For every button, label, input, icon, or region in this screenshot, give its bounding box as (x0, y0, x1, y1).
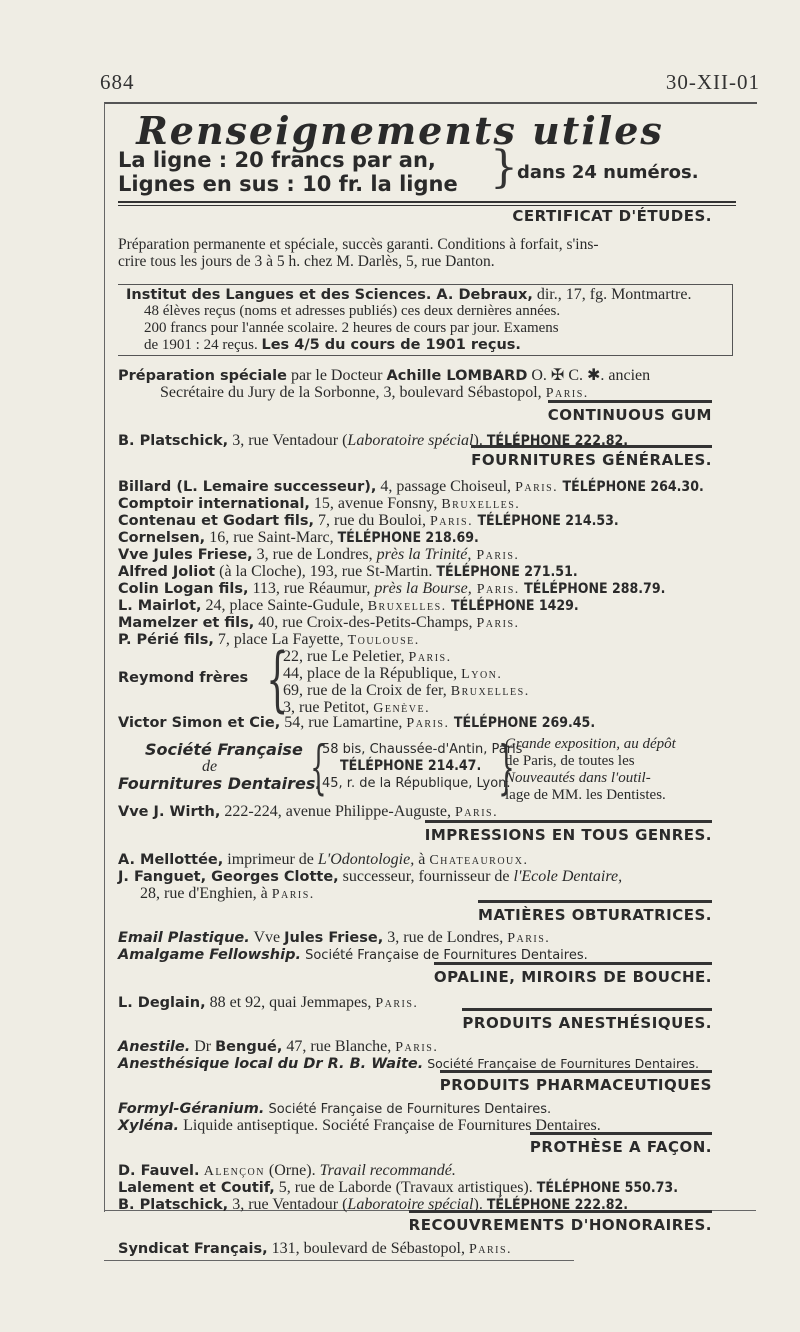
deglain-addr: 88 et 92, quai Jemmapes, (205, 994, 376, 1011)
deglain-name: L. Deglain, (118, 995, 206, 1011)
fourniture-entry (118, 529, 479, 547)
tarif-side: dans 24 numéros. (517, 162, 699, 183)
platschick-addr: 3, rue Ventadour ( (228, 1196, 348, 1213)
fourniture-entry (118, 614, 520, 632)
lalement-tel: TÉLÉPHONE 550.73. (536, 1180, 678, 1196)
lombard-line-2: Secrétaire du Jury de la Sorbonne, 3, boulevard Sébastopol, (160, 384, 542, 401)
reymond-address (283, 648, 452, 666)
fourniture-name: L. Mairlot, (118, 598, 202, 614)
fourniture-name: P. Périé fils, (118, 632, 214, 648)
section-gum: CONTINUOUS GUM (548, 400, 712, 424)
anestile-city: Paris. (395, 1040, 439, 1055)
wirth-city: Paris. (455, 805, 499, 820)
simon-tel: TÉLÉPHONE 269.45. (449, 715, 596, 731)
reymond-city: Genève. (373, 701, 431, 716)
platschick-close: ). (473, 1196, 487, 1213)
fourniture-name: Alfred Joliot (118, 564, 216, 580)
fourniture-italic: près la Bourse, (374, 580, 472, 597)
fourniture-entry (118, 546, 519, 564)
societe-brace-right: } (498, 733, 515, 801)
fourniture-city: Paris. (471, 548, 520, 563)
wirth-addr: 222-224, avenue Philippe-Auguste, (220, 803, 456, 820)
reymond-city: Lyon. (461, 667, 503, 682)
fourniture-tel: TÉLÉPHONE 264.30. (558, 479, 704, 495)
syndicat-addr: 131, boulevard de Sébastopol, (267, 1240, 469, 1257)
syndicat-city: Paris. (468, 1242, 513, 1257)
tarif-line-1: La ligne : 20 francs par an, (118, 148, 436, 172)
reymond-street: 3, rue Petitot, (283, 699, 374, 716)
formyl-supplier: Société Française de Fournitures Dentaires. (264, 1102, 552, 1117)
section-matieres: MATIÈRES OBTURATRICES. (478, 900, 712, 924)
societe-note-1: Grande exposition, au dépôt (505, 736, 676, 752)
societe-note-2: de Paris, de toutes les (505, 753, 635, 769)
fourniture-city: Toulouse. (347, 633, 420, 648)
section-impressions: IMPRESSIONS EN TOUS GENRES. (425, 820, 712, 844)
simon-name: Victor Simon et Cie, (118, 715, 281, 731)
issue-date: 30-XII-01 (665, 70, 760, 94)
fourniture-tel: TÉLÉPHONE 218.69. (337, 530, 479, 546)
mellottee-at: à (414, 851, 430, 868)
xylena: Xyléna. (118, 1118, 180, 1134)
page-number: 684 (100, 70, 135, 94)
fourniture-city: Paris. (430, 514, 474, 529)
simon-addr: 54, rue Lamartine, (280, 714, 407, 731)
fourniture-text: 4, passage Choiseul, (376, 478, 516, 495)
institut-line-2: 48 élèves reçus (noms et adresses publiés) ces deux dernières années. (144, 303, 561, 319)
fanguet-city: Paris. (271, 887, 315, 902)
lombard-name: Achille LOMBARD (386, 368, 528, 384)
fourniture-name: Vve Jules Friese, (118, 547, 253, 563)
email-vve: Vve (249, 929, 285, 946)
amalgame-supplier: Société Française de Fournitures Dentaires. (300, 948, 588, 963)
platschick-lab: Laboratoire spécial (347, 1196, 474, 1213)
section-anesth: PRODUITS ANESTHÉSIQUES. (462, 1008, 712, 1032)
tarif-line-2: Lignes en sus : 10 fr. la ligne (118, 172, 458, 196)
section-pharma: PRODUITS PHARMACEUTIQUES (440, 1070, 712, 1094)
fauvel-name: D. Fauvel. (118, 1163, 200, 1179)
double-rule (118, 201, 736, 203)
bottom-rule (104, 1260, 574, 1261)
reymond-address (283, 682, 530, 700)
fourniture-name: Cornelsen, (118, 530, 206, 546)
reymond-city: Paris. (408, 650, 452, 665)
societe-brace-left: { (310, 733, 327, 801)
gum-close: ). (473, 432, 487, 449)
fourniture-tel: TÉLÉPHONE 271.51. (436, 564, 578, 580)
fauvel-note: Travail recommandé. (319, 1162, 456, 1179)
reymond-brace: { (266, 638, 289, 720)
reymond-address (283, 665, 502, 683)
tarif-brace: } (490, 142, 518, 193)
reymond-street: 22, rue Le Peletier, (283, 648, 409, 665)
institut-line-4a: de 1901 : 24 reçus. (144, 337, 262, 353)
deglain-city: Paris. (375, 996, 419, 1011)
fauvel-dept: (Orne). (264, 1162, 320, 1179)
mellottee-city: Chateauroux. (429, 853, 529, 868)
fourniture-text: (à la Cloche), 193, rue St-Martin. (215, 563, 437, 580)
section-opaline: OPALINE, MIROIRS DE BOUCHE. (434, 962, 712, 986)
lombard-prep: Préparation spéciale (118, 368, 287, 384)
societe-name-1: Société Française (145, 740, 303, 759)
simon-city: Paris. (406, 716, 450, 731)
lombard-city: Paris. (545, 386, 589, 401)
fourniture-tel: TÉLÉPHONE 214.53. (473, 513, 619, 529)
fourniture-name: Contenau et Godart fils, (118, 513, 314, 529)
anestile-addr: 47, rue Blanche, (282, 1038, 396, 1055)
platschick-tel: TÉLÉPHONE 222.82. (486, 1197, 629, 1213)
lombard-text-1: par le Docteur (286, 367, 387, 384)
institut-line-4b: Les 4/5 du cours de 1901 reçus. (261, 337, 521, 353)
fanguet-addr: 28, rue d'Enghien, à (140, 885, 272, 902)
fourniture-city: Paris. (515, 480, 559, 495)
fourniture-text: 16, rue Saint-Marc, (205, 529, 338, 546)
institut-line-3: 200 francs pour l'année scolaire. 2 heures de cours par jour. Examens (144, 320, 559, 336)
section-prothese: PROTHÈSE A FAÇON. (530, 1132, 712, 1156)
fanguet-name: J. Fanguet, Georges Clotte, (118, 869, 339, 885)
fanguet-school: l'Ecole Dentaire, (513, 868, 623, 885)
amalgame: Amalgame Fellowship. (118, 947, 301, 963)
reymond-street: 44, place de la République, (283, 665, 462, 682)
institut-address: dir., 17, fg. Montmartre. (532, 286, 692, 303)
societe-addr-2: 45, r. de la République, Lyon. (322, 776, 511, 791)
reymond-street: 69, rue de la Croix de fer, (283, 682, 451, 699)
anestile-bengue: Bengué, (215, 1039, 283, 1055)
formyl: Formyl-Géranium. (118, 1101, 265, 1117)
societe-note-4: lage de MM. les Dentistes. (505, 787, 666, 803)
platschick-name: B. Platschick, (118, 1197, 229, 1213)
email-addr: 3, rue de Londres, (383, 929, 508, 946)
email-friese: Jules Friese, (284, 930, 384, 946)
fourniture-entry (118, 495, 520, 513)
lalement-addr: 5, rue de Laborde (Travaux artistiques). (274, 1179, 537, 1196)
fourniture-text: 24, place Sainte-Gudule, (201, 597, 368, 614)
anesthesique-supplier: Société Française de Fournitures Dentaires. (423, 1056, 699, 1071)
fourniture-city: Paris. (471, 582, 520, 597)
certificat-line-2: crire tous les jours de 3 à 5 h. chez M. Darlès, 5, rue Danton. (118, 253, 495, 270)
societe-name-2: de (202, 758, 218, 775)
anestile-dr: Dr (190, 1038, 216, 1055)
syndicat-name: Syndicat Français, (118, 1241, 268, 1257)
section-recouv: RECOUVREMENTS D'HONORAIRES. (409, 1210, 712, 1234)
fourniture-name: Colin Logan fils, (118, 581, 249, 597)
mellottee-text: imprimeur de (223, 851, 318, 868)
fourniture-entry (118, 478, 704, 496)
anestile: Anestile. (118, 1039, 191, 1055)
mellottee-name: A. Mellottée, (118, 852, 224, 868)
fourniture-name: Mamelzer et fils, (118, 615, 255, 631)
email-plastique: Email Plastique. (118, 930, 250, 946)
fourniture-text: 40, rue Croix-des-Petits-Champs, (254, 614, 477, 631)
page-title: Renseignements utiles (136, 108, 664, 153)
gum-lab: Laboratoire spécial (347, 432, 474, 449)
fourniture-text: 3, rue de Londres, (252, 546, 377, 563)
fourniture-entry (118, 512, 619, 530)
societe-note-3: Nouveautés dans l'outil- (505, 770, 651, 786)
anesthesique-waite: Anesthésique local du Dr R. B. Waite. (118, 1056, 424, 1072)
certificat-line-1: Préparation permanente et spéciale, succès garanti. Conditions à forfait, s'ins- (118, 236, 599, 253)
societe-addr-1: 58 bis, Chaussée-d'Antin, Paris (322, 742, 523, 757)
fanguet-text: successeur, fournisseur de (338, 868, 514, 885)
reymond-name: Reymond frères (118, 670, 249, 686)
fourniture-text: 15, avenue Fonsny, (309, 495, 442, 512)
fourniture-city: Bruxelles. (441, 497, 521, 512)
email-city: Paris. (507, 931, 551, 946)
fourniture-entry (118, 563, 578, 581)
societe-tel: TÉLÉPHONE 214.47. (340, 758, 482, 774)
fourniture-entry (118, 580, 665, 598)
xylena-text: Liquide antiseptique. Société Française de Fournitures Dentaires. (179, 1117, 601, 1134)
lalement-name: Lalement et Coutif, (118, 1180, 275, 1196)
fauvel-city: Alençon (199, 1164, 265, 1179)
wirth-name: Vve J. Wirth, (118, 804, 221, 820)
fourniture-italic: près la Trinité, (376, 546, 472, 563)
fourniture-city: Bruxelles. (367, 599, 447, 614)
societe-name-3: Fournitures Dentaires. (118, 774, 322, 793)
reymond-city: Bruxelles. (450, 684, 530, 699)
section-fournitures: FOURNITURES GÉNÉRALES. (471, 445, 712, 469)
fourniture-name: Billard (L. Lemaire successeur), (118, 479, 377, 495)
gum-name: B. Platschick, (118, 433, 229, 449)
fourniture-city: Paris. (476, 616, 520, 631)
fourniture-text: 7, rue du Bouloi, (314, 512, 430, 529)
lombard-text-2: O. ✠ C. ✱. ancien (527, 367, 651, 384)
gum-addr: 3, rue Ventadour ( (228, 432, 348, 449)
fourniture-tel: TÉLÉPHONE 1429. (446, 598, 579, 614)
fourniture-name: Comptoir international, (118, 496, 310, 512)
gum-tel: TÉLÉPHONE 222.82. (486, 433, 629, 449)
fourniture-tel: TÉLÉPHONE 288.79. (519, 581, 666, 597)
institut-name: Institut des Langues et des Sciences. A. Debraux, (126, 287, 533, 303)
fourniture-text: 7, place La Fayette, (213, 631, 348, 648)
section-certificat: CERTIFICAT D'ÉTUDES. (512, 207, 712, 225)
fourniture-entry (118, 597, 579, 615)
mellottee-journal: L'Odontologie, (317, 851, 415, 868)
fourniture-text: 113, rue Réaumur, (248, 580, 375, 597)
